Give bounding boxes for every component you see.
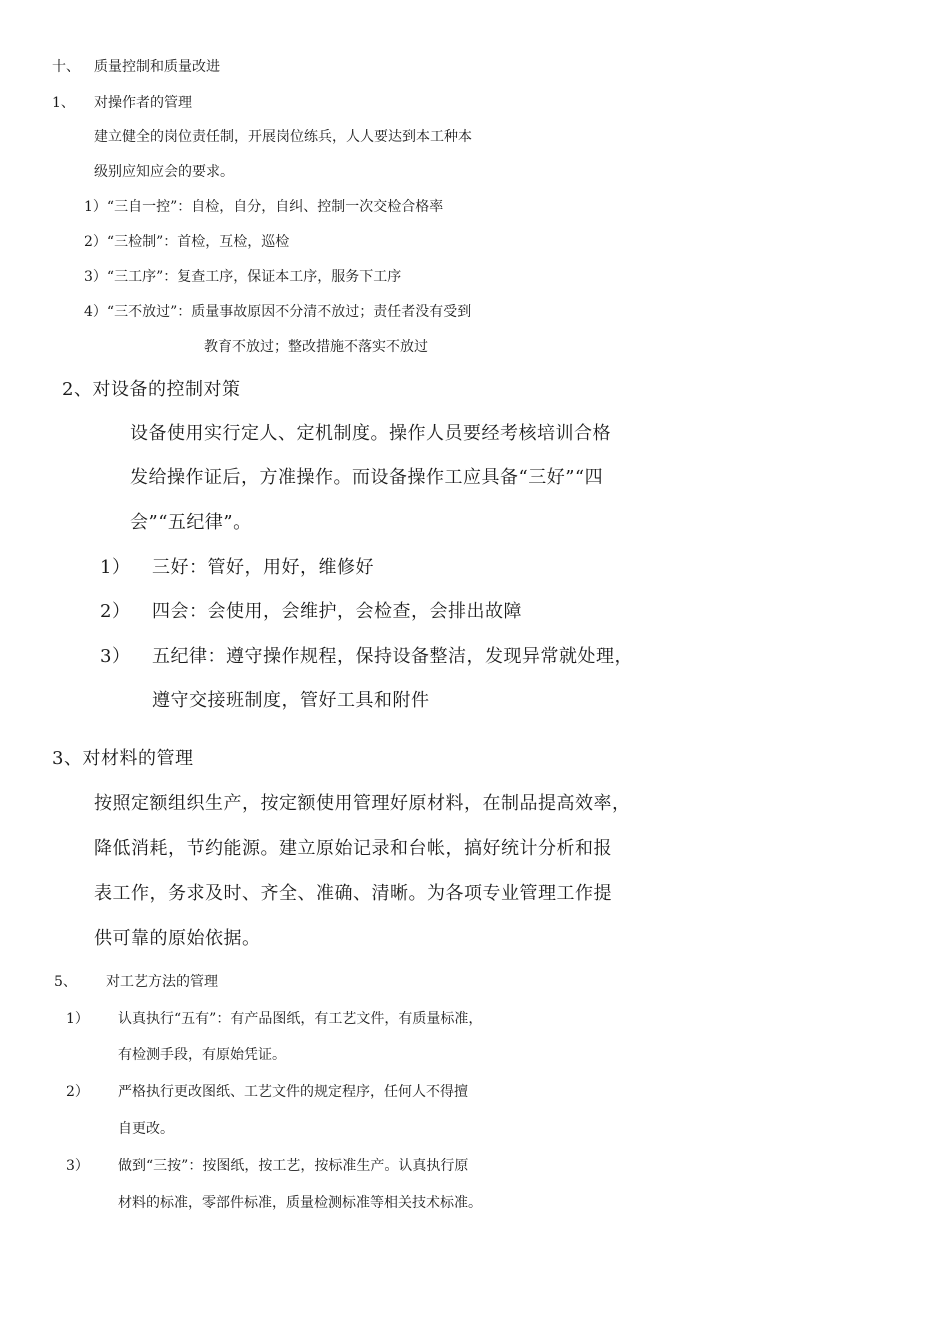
process-title: 对工艺方法的管理 [106,974,218,990]
process-item-1-line1: 认真执行“五有”：有产品图纸，有工艺文件，有质量标准， [118,1011,483,1027]
material-title: 3、对材料的管理 [52,748,194,769]
equipment-item-3-cont: 遵守交接班制度，管好工具和附件 [152,690,430,711]
operator-item-4-cont: 教育不放过；整改措施不落实不放过 [204,339,428,355]
equipment-item-1-number: 1） [100,557,131,578]
process-item-2-line1: 严格执行更改图纸、工艺文件的规定程序，任何人不得擅 [118,1084,468,1100]
operator-item-2: 2）“三检制”：首检，互检，巡检 [84,234,290,250]
process-item-3-line2: 材料的标准，零部件标准，质量检测标准等相关技术标准。 [118,1195,482,1211]
process-item-2-line2: 自更改。 [118,1121,174,1137]
operator-item-4: 4）“三不放过”：质量事故原因不分清不放过；责任者没有受到 [84,304,472,320]
material-line-1: 按照定额组织生产，按定额使用管理好原材料，在制品提高效率， [94,793,631,814]
process-item-3-line1: 做到“三按”：按图纸，按工艺，按标准生产。认真执行原 [118,1158,469,1174]
equipment-title: 2、对设备的控制对策 [62,379,241,400]
process-item-2-number: 2） [66,1084,89,1100]
process-number: 5、 [54,974,77,990]
process-item-1-number: 1） [66,1011,89,1027]
material-line-4: 供可靠的原始依据。 [94,928,261,949]
operator-item-3: 3）“三工序”：复查工序，保证本工序，服务下工序 [84,269,402,285]
operator-intro-line1: 建立健全的岗位责任制，开展岗位练兵，人人要达到本工种本 [94,129,472,145]
section-title: 质量控制和质量改进 [94,59,220,75]
process-item-3-number: 3） [66,1158,89,1174]
equipment-para-line2: 发给操作证后，方准操作。而设备操作工应具备“三好”“四 [130,467,604,488]
section-number: 十、 [52,59,80,75]
equipment-item-1-text: 三好：管好，用好，维修好 [152,557,374,578]
equipment-item-2-text: 四会：会使用，会维护，会检查，会排出故障 [152,601,522,622]
material-line-2: 降低消耗，节约能源。建立原始记录和台帐，搞好统计分析和报 [94,838,612,859]
process-item-1-line2: 有检测手段，有原始凭证。 [118,1047,286,1063]
equipment-para-line3: 会”“五纪律”。 [130,512,252,533]
operator-intro-line2: 级别应知应会的要求。 [94,164,234,180]
equipment-para-line1: 设备使用实行定人、定机制度。操作人员要经考核培训合格 [130,423,611,444]
equipment-item-3-number: 3） [100,646,131,667]
operator-title: 对操作者的管理 [94,95,192,111]
operator-number: 1、 [52,95,75,111]
material-line-3: 表工作，务求及时、齐全、准确、清晰。为各项专业管理工作提 [94,883,612,904]
operator-item-1: 1）“三自一控”：自检，自分，自纠、控制一次交检合格率 [84,199,444,215]
equipment-item-2-number: 2） [100,601,131,622]
equipment-item-3-text: 五纪律：遵守操作规程，保持设备整洁，发现异常就处理， [152,646,633,667]
